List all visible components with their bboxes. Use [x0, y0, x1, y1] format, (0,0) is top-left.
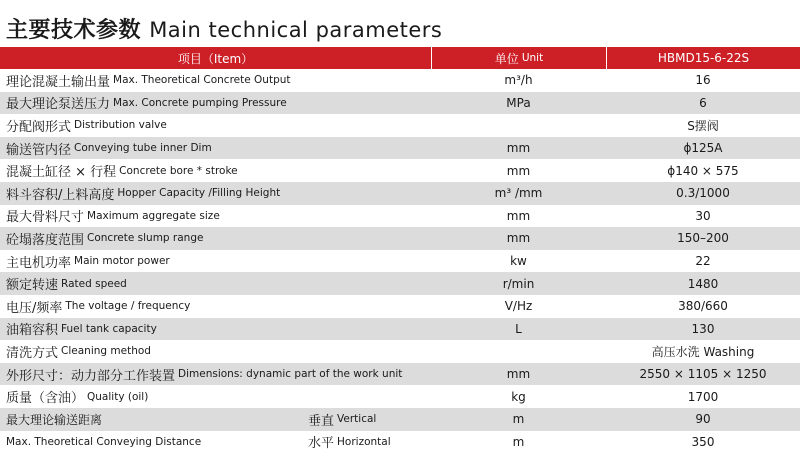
header-model: HBMD15-6-22S: [606, 47, 800, 69]
row-item: [0, 318, 431, 341]
row-item-cn: 外形尺寸：动力部分工作装置: [6, 368, 176, 384]
distance-horizontal-label: [300, 431, 431, 453]
row-item: [0, 295, 431, 318]
row-item-en: Dimensions: dynamic part of the work unit: [178, 368, 403, 381]
row-item: [0, 69, 431, 92]
row-item-cn: 理论混凝土输出量: [6, 74, 111, 90]
row-item: [0, 159, 431, 182]
row-item-en: Concrete slump range: [87, 232, 204, 245]
parameters-table: [0, 47, 800, 453]
table-row: [0, 92, 800, 115]
row-item: [0, 114, 431, 137]
distance-vertical-unit: m: [512, 412, 525, 427]
table-row: [0, 205, 800, 228]
row-value: 6: [699, 95, 707, 110]
row-item-en: Maximum aggregate size: [87, 209, 220, 222]
row-value: 2550 × 1105 × 1250: [639, 367, 767, 382]
table-row: [0, 137, 800, 160]
row-item: [0, 272, 431, 295]
row-unit: r/min: [502, 276, 535, 291]
table-row: [0, 363, 800, 386]
row-item-en: Main motor power: [74, 255, 170, 268]
row-value: 高压水洗 Washing: [651, 344, 755, 359]
row-unit: mm: [506, 231, 531, 246]
row-item-cn: 混凝土缸径 × 行程: [6, 165, 117, 181]
table-header: [0, 47, 800, 69]
row-item-en: Max. Concrete pumping Pressure: [113, 96, 287, 109]
row-unit: m³ /mm: [494, 186, 543, 201]
row-item-cn: 最大骨料尺寸: [6, 210, 85, 226]
row-item: [0, 340, 431, 363]
row-value: 1480: [687, 276, 719, 291]
table-row: [0, 250, 800, 273]
row-item: [0, 250, 431, 273]
row-value: 1700: [687, 389, 719, 404]
row-value: ϕ125A: [683, 141, 723, 156]
header-unit-en: Unit: [521, 52, 544, 64]
distance-label-en-text: Max. Theoretical Conveying Distance: [6, 435, 202, 448]
row-item-cn: 料斗容积/上料高度: [6, 187, 115, 203]
row-item-cn: 清洗方式: [6, 345, 59, 361]
row-item-en: Rated speed: [61, 277, 127, 290]
row-item-en: Cleaning method: [61, 345, 151, 358]
distance-label-cn: 最大理论输送距离: [6, 412, 103, 427]
table-row: [0, 295, 800, 318]
row-unit: mm: [506, 208, 531, 223]
row-item-cn: 输送管内径: [6, 142, 72, 158]
row-unit: [431, 114, 606, 137]
table-row: [0, 272, 800, 295]
page-title-en: Main technical parameters: [149, 18, 443, 42]
row-unit: mm: [506, 141, 531, 156]
table-body: [0, 69, 800, 408]
distance-label-en: [0, 431, 300, 453]
row-item: [0, 137, 431, 160]
row-item: [0, 92, 431, 115]
row-unit: mm: [506, 163, 531, 178]
row-value: 0.3/1000: [676, 186, 730, 201]
page-title-cn: 主要技术参数: [6, 18, 142, 43]
distance-horizontal-en: Horizontal: [337, 435, 391, 448]
table-row-distance-vertical: [0, 408, 800, 431]
row-item-cn: 主电机功率: [6, 255, 72, 271]
row-unit: m³/h: [504, 73, 533, 88]
row-item: [0, 385, 431, 408]
distance-vertical-cn: 垂直: [308, 413, 335, 429]
row-value: 30: [695, 208, 711, 223]
row-value: ϕ140 × 575: [667, 163, 739, 178]
table-row: [0, 227, 800, 250]
row-value: 22: [695, 254, 711, 269]
row-unit: mm: [506, 367, 531, 382]
row-item-cn: 分配阀形式: [6, 119, 72, 135]
table-row: [0, 182, 800, 205]
row-item: [0, 227, 431, 250]
table-row-distance-horizontal: [0, 431, 800, 453]
row-item: [0, 182, 431, 205]
distance-horizontal-value: 350: [691, 434, 715, 449]
table-row: [0, 159, 800, 182]
row-item: [0, 363, 431, 386]
row-item-en: Quality (oil): [87, 390, 149, 403]
row-unit: MPa: [506, 95, 531, 110]
row-item-en: Conveying tube inner Dim: [74, 142, 212, 155]
header-unit: [431, 47, 606, 69]
row-item-cn: 油箱容积: [6, 323, 59, 339]
row-unit: kw: [510, 254, 527, 269]
distance-vertical-en: Vertical: [337, 413, 377, 426]
row-unit: kg: [511, 389, 526, 404]
row-value: 16: [695, 73, 711, 88]
distance-horizontal-cn: 水平: [308, 436, 335, 452]
row-item-cn: 电压/频率: [6, 300, 63, 316]
row-item: [0, 205, 431, 228]
row-value: 380/660: [678, 299, 728, 314]
row-item-cn: 最大理论泵送压力: [6, 97, 111, 113]
row-item-en: Fuel tank capacity: [61, 322, 157, 335]
row-item-en: The voltage / frequency: [65, 300, 191, 313]
page-title: [6, 14, 442, 46]
table-row: [0, 318, 800, 341]
distance-vertical-value: 90: [695, 412, 711, 427]
row-item-cn: 质量（含油）: [6, 391, 85, 407]
row-unit: L: [515, 321, 522, 336]
table-row: [0, 340, 800, 363]
header-unit-cn: 单位: [494, 51, 519, 66]
row-value: S摆阀: [687, 118, 719, 133]
row-item-cn: 额定转速: [6, 278, 59, 294]
table-row: [0, 385, 800, 408]
row-item-en: Hopper Capacity /Filling Height: [117, 187, 281, 200]
row-item-en: Concrete bore * stroke: [119, 164, 238, 177]
row-item-cn: 砼塌落度范围: [6, 232, 85, 248]
row-value: 150–200: [677, 231, 729, 246]
row-unit: [431, 340, 606, 363]
table-row: [0, 69, 800, 92]
header-item: 项目（Item）: [177, 51, 254, 66]
distance-horizontal-unit: m: [512, 434, 525, 449]
row-item-en: Distribution valve: [74, 119, 167, 132]
table-row: [0, 114, 800, 137]
row-item-en: Max. Theoretical Concrete Output: [113, 74, 291, 87]
row-value: 130: [691, 321, 715, 336]
row-unit: V/Hz: [504, 299, 533, 314]
distance-vertical-label: [300, 408, 431, 431]
